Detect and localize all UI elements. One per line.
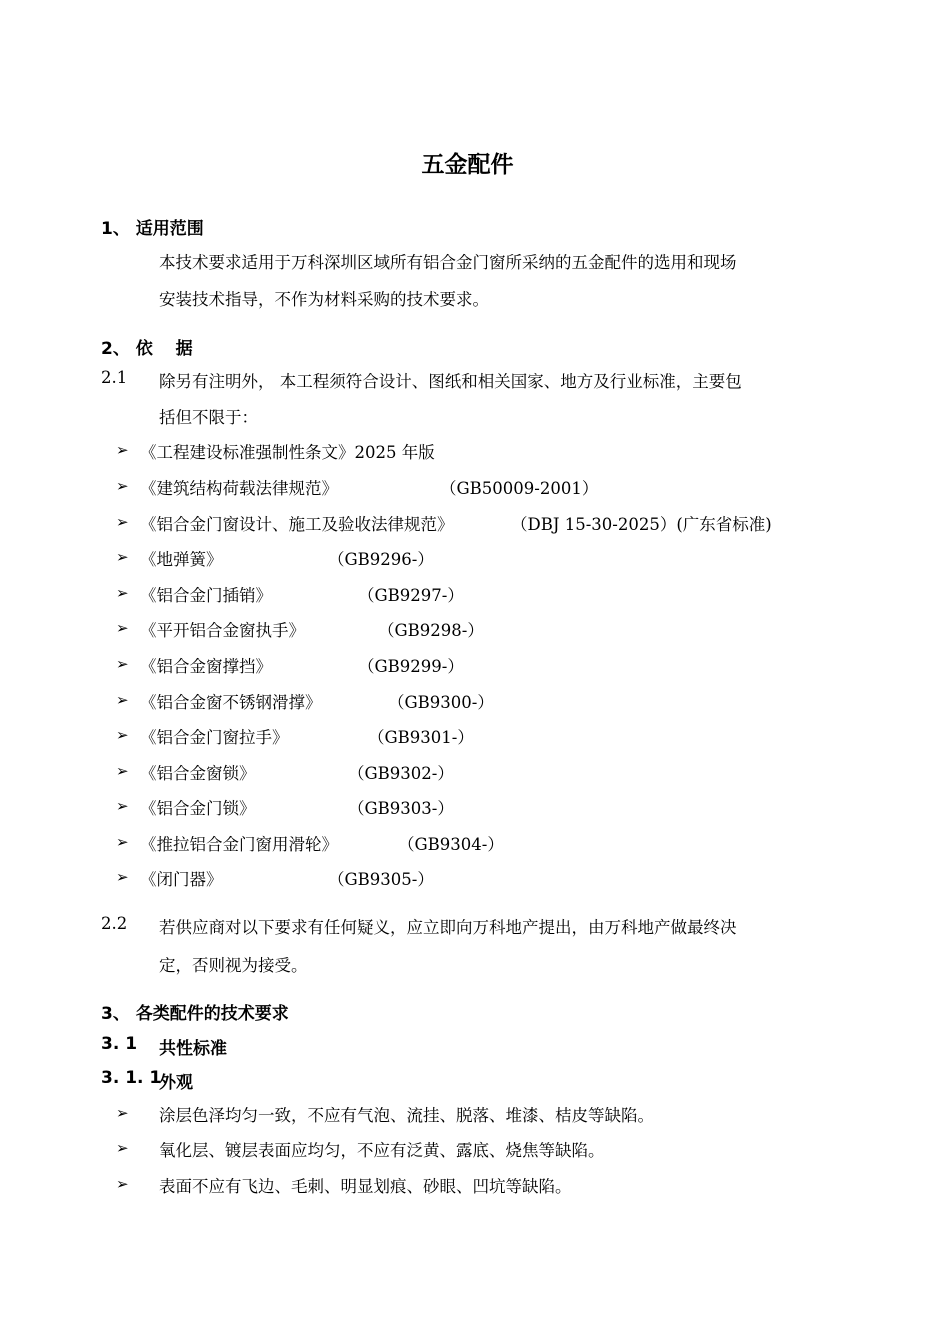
bullet-arrow-icon: ➢ <box>116 513 129 531</box>
clause-2-2-number: 2.2 <box>101 914 128 933</box>
standard-code: （DBJ 15-30-2025）(广东省标准) <box>511 515 772 534</box>
appearance-item: 氧化层、镀层表面应均匀，不应有泛黄、露底、烧焦等缺陷。 <box>159 1141 605 1160</box>
section-1-heading: 1、 适用范围 <box>101 219 204 239</box>
bullet-arrow-icon: ➢ <box>116 868 129 886</box>
section-3-heading: 3、 各类配件的技术要求 <box>101 1004 289 1024</box>
subsection-3-1-title: 共性标准 <box>159 1039 227 1059</box>
standard-code: （GB9302-） <box>348 764 454 783</box>
bullet-arrow-icon: ➢ <box>116 1139 129 1157</box>
standard-code: （GB9298-） <box>378 621 484 640</box>
bullet-arrow-icon: ➢ <box>116 619 129 637</box>
clause-2-2-line-2: 定，否则视为接受。 <box>159 956 308 975</box>
standard-code: （GB9303-） <box>348 799 454 818</box>
standard-name: 《铝合金门插销》 <box>140 586 272 605</box>
standard-name: 《铝合金窗不锈钢滑撑》 <box>140 693 322 712</box>
standard-name: 《铝合金窗锁》 <box>140 764 256 783</box>
bullet-arrow-icon: ➢ <box>116 441 129 459</box>
standard-name: 《建筑结构荷载法律规范》 <box>140 479 338 498</box>
bullet-arrow-icon: ➢ <box>116 691 129 709</box>
standard-code: （GB9305-） <box>328 870 434 889</box>
clause-2-1-line-2: 括但不限于： <box>159 408 258 427</box>
appearance-item: 涂层色泽均匀一致，不应有气泡、流挂、脱落、堆漆、桔皮等缺陷。 <box>159 1106 654 1125</box>
bullet-arrow-icon: ➢ <box>116 584 129 602</box>
page-title: 五金配件 <box>421 152 514 178</box>
bullet-arrow-icon: ➢ <box>116 477 129 495</box>
bullet-arrow-icon: ➢ <box>116 548 129 566</box>
standard-code: （GB9299-） <box>358 657 464 676</box>
section-2-heading: 2、 依 据 <box>101 339 193 359</box>
standard-code: （GB9297-） <box>358 586 464 605</box>
standard-name: 《铝合金门窗设计、施工及验收法律规范》 <box>140 515 454 534</box>
section-1-paragraph-line-2: 安装技术指导，不作为材料采购的技术要求。 <box>159 290 489 309</box>
standard-name: 《铝合金窗撑挡》 <box>140 657 272 676</box>
standard-name: 《闭门器》 <box>140 870 223 889</box>
bullet-arrow-icon: ➢ <box>116 1104 129 1122</box>
standard-name: 《铝合金门锁》 <box>140 799 256 818</box>
standard-name: 《工程建设标准强制性条文》2025 年版 <box>140 443 435 462</box>
standard-name: 《推拉铝合金门窗用滑轮》 <box>140 835 338 854</box>
standard-code: （GB9300-） <box>388 693 494 712</box>
standard-name: 《平开铝合金窗执手》 <box>140 621 305 640</box>
bullet-arrow-icon: ➢ <box>116 1175 129 1193</box>
clause-2-1-line-1: 除另有注明外， 本工程须符合设计、图纸和相关国家、地方及行业标准，主要包 <box>159 372 742 391</box>
subsection-3-1-1-number: 3. 1. 1 <box>101 1068 162 1088</box>
subsection-3-1-number: 3. 1 <box>101 1034 138 1054</box>
subsection-3-1-1-title: 外观 <box>159 1073 193 1093</box>
standard-name: 《地弹簧》 <box>140 550 223 569</box>
section-1-paragraph-line-1: 本技术要求适用于万科深圳区域所有铝合金门窗所采纳的五金配件的选用和现场 <box>159 253 737 272</box>
standard-name: 《铝合金门窗拉手》 <box>140 728 289 747</box>
standard-code: （GB9304-） <box>398 835 504 854</box>
clause-2-1-number: 2.1 <box>101 368 128 387</box>
bullet-arrow-icon: ➢ <box>116 655 129 673</box>
standard-code: （GB50009-2001） <box>440 479 599 498</box>
bullet-arrow-icon: ➢ <box>116 762 129 780</box>
standard-code: （GB9301-） <box>368 728 474 747</box>
clause-2-2-line-1: 若供应商对以下要求有任何疑义，应立即向万科地产提出，由万科地产做最终决 <box>159 918 737 937</box>
appearance-item: 表面不应有飞边、毛刺、明显划痕、砂眼、凹坑等缺陷。 <box>159 1177 572 1196</box>
bullet-arrow-icon: ➢ <box>116 797 129 815</box>
bullet-arrow-icon: ➢ <box>116 726 129 744</box>
standard-code: （GB9296-） <box>328 550 434 569</box>
bullet-arrow-icon: ➢ <box>116 833 129 851</box>
